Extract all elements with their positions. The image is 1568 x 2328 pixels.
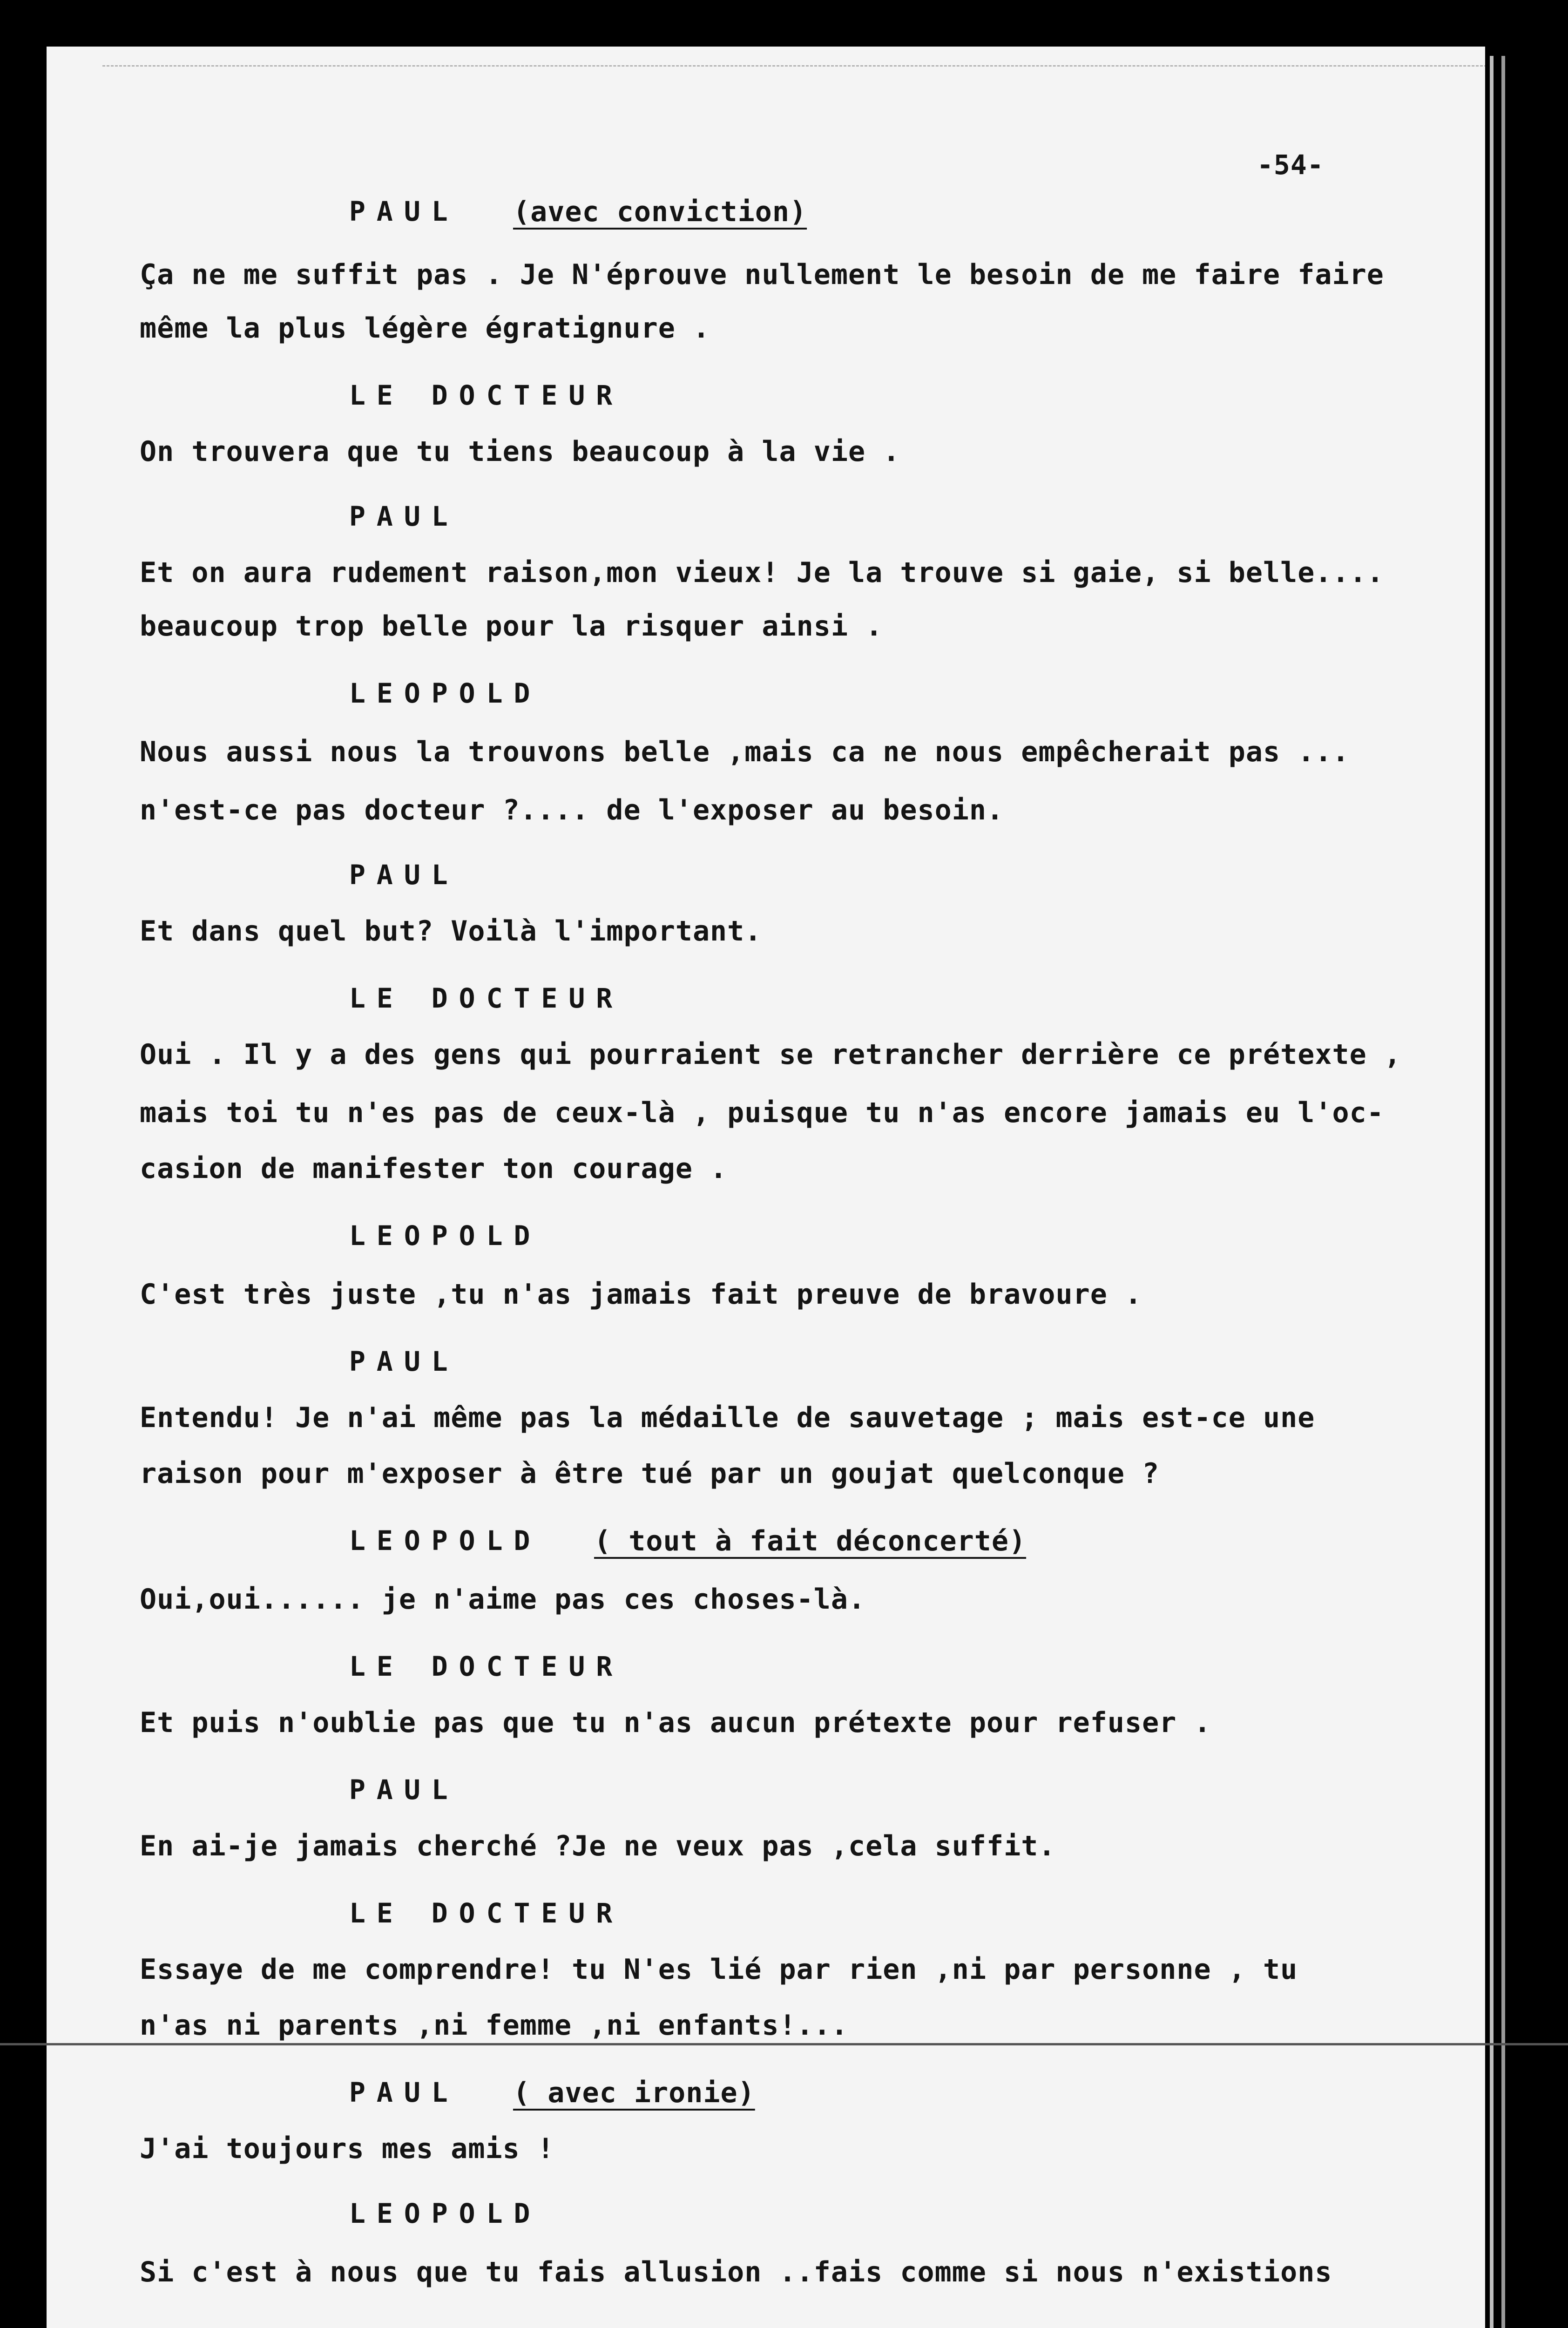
speaker-name: LE DOCTEUR [349,1651,624,1682]
speaker-name: LE DOCTEUR [349,379,624,411]
dialogue-line: Ça ne me suffit pas . Je N'éprouve nullement le besoin de me faire faire [140,258,1384,291]
page-edge-shadow [1490,56,1494,2328]
dialogue-line: Entendu! Je n'ai même pas la médaille de sauvetage ; mais est-ce une [140,1401,1315,1434]
dialogue-line: J'ai toujours mes amis ! [140,2132,554,2165]
stage-direction: ( tout à fait déconcerté) [594,1525,1027,1557]
dialogue-line: Nous aussi nous la trouvons belle ,mais ca ne nous empêcherait pas ... [140,736,1350,768]
dialogue-line: Oui . Il y a des gens qui pourraient se retrancher derrière ce prétexte , [140,1038,1401,1071]
speaker-name: PAUL [349,196,459,227]
speaker-name: LEOPOLD [349,677,541,709]
speaker-name: PAUL [349,859,459,891]
dialogue-line: raison pour m'exposer à être tué par un goujat quelconque ? [140,1457,1160,1490]
typescript-page [47,47,1485,2328]
speaker-name: LEOPOLD [349,1525,541,1557]
dialogue-line: Si c'est à nous que tu fais allusion ..fais comme si nous n'existions [140,2256,1332,2288]
speaker-name: PAUL [349,1774,459,1806]
speaker-name: PAUL [349,2077,459,2108]
stage-direction: ( avec ironie) [513,2077,755,2109]
page-edge-shadow [1501,56,1505,2328]
speaker-name: LEOPOLD [349,2198,541,2229]
dialogue-line: Et puis n'oublie pas que tu n'as aucun prétexte pour refuser . [140,1706,1211,1739]
dialogue-line: Et dans quel but? Voilà l'important. [140,915,762,947]
dialogue-line: casion de manifester ton courage . [140,1152,728,1185]
speaker-name: PAUL [349,1346,459,1377]
dialogue-line: Et on aura rudement raison,mon vieux! Je la trouve si gaie, si belle.... [140,556,1384,589]
stage-direction: (avec conviction) [513,196,807,228]
dialogue-line: beaucoup trop belle pour la risquer ainsi . [140,610,883,643]
torn-top-edge [102,65,1485,81]
page-number: -54- [1257,149,1324,181]
dialogue-line: n'as ni parents ,ni femme ,ni enfants!... [140,2009,849,2042]
speaker-name: PAUL [349,501,459,532]
dialogue-line: Essaye de me comprendre! tu N'es lié par rien ,ni par personne , tu [140,1953,1298,1986]
speaker-name: LE DOCTEUR [349,1897,624,1929]
microfilm-fold-line [0,2043,1568,2045]
dialogue-line: C'est très juste ,tu n'as jamais fait preuve de bravoure . [140,1278,1142,1311]
dialogue-line: n'est-ce pas docteur ?.... de l'exposer au besoin. [140,794,1004,826]
dialogue-line: Oui,oui...... je n'aime pas ces choses-là. [140,1583,866,1616]
dialogue-line: même la plus légère égratignure . [140,312,710,345]
speaker-name: LE DOCTEUR [349,982,624,1014]
dialogue-line: En ai-je jamais cherché ?Je ne veux pas ,cela suffit. [140,1830,1056,1862]
dialogue-line: On trouvera que tu tiens beaucoup à la vie . [140,435,900,468]
dialogue-line: mais toi tu n'es pas de ceux-là , puisque tu n'as encore jamais eu l'oc- [140,1096,1384,1129]
speaker-name: LEOPOLD [349,1220,541,1252]
